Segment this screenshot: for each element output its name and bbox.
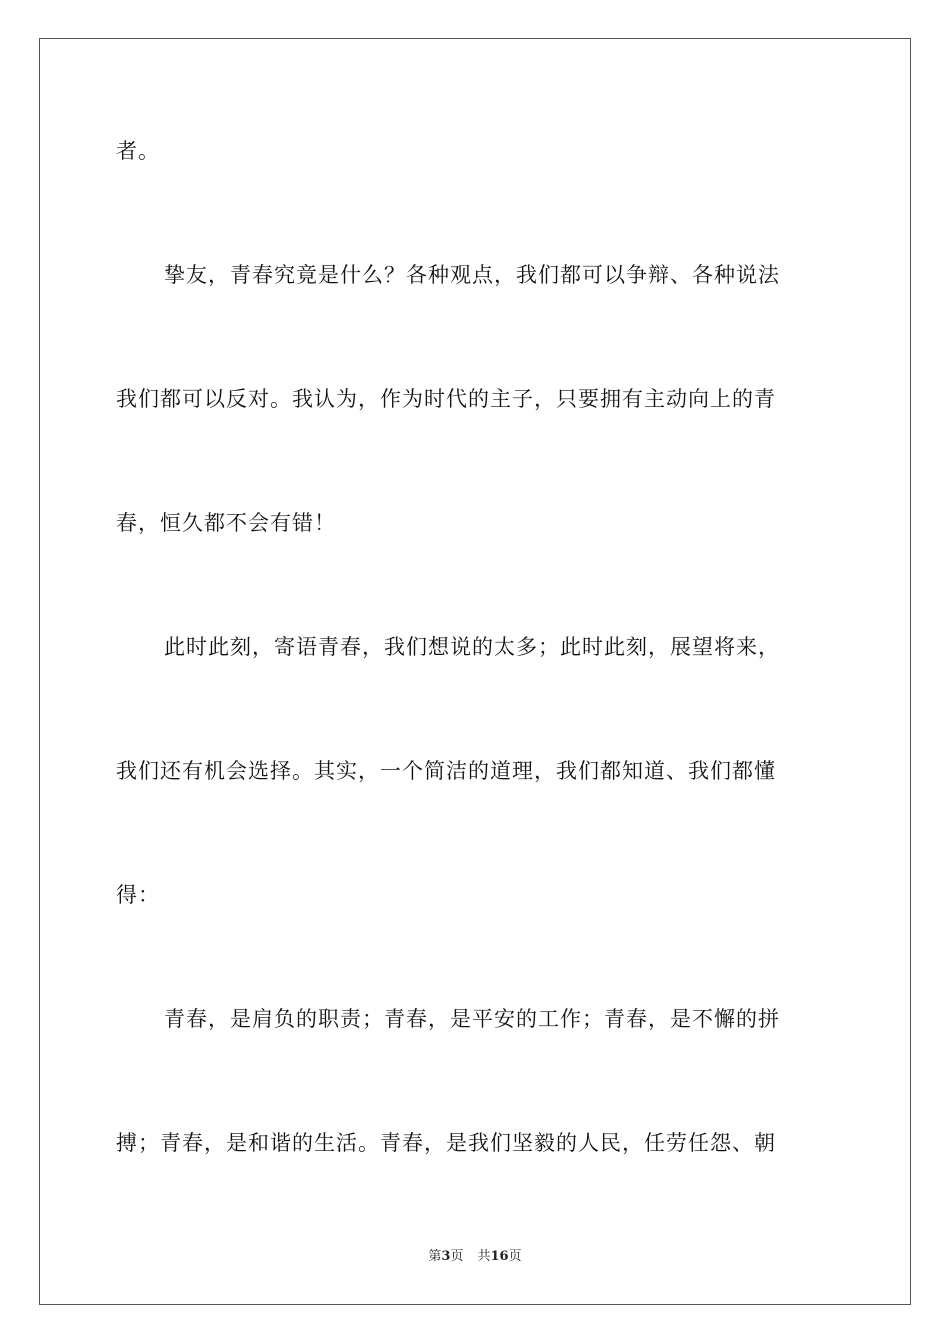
page-number: 3 — [441, 1249, 451, 1264]
paragraph-line: 挚友，青春究竟是什么？各种观点，我们都可以争辩、各种说法 — [164, 263, 780, 287]
paragraph-line: 者。 — [116, 139, 160, 163]
paragraph-line: 我们都可以反对。我认为，作为时代的主子，只要拥有主动向上的青 — [116, 387, 776, 411]
paragraph-line: 我们还有机会选择。其实，一个简洁的道理，我们都知道、我们都懂 — [116, 759, 776, 783]
paragraph-line: 此时此刻，寄语青春，我们想说的太多；此时此刻，展望将来， — [164, 635, 780, 659]
paragraph-line: 春，恒久都不会有错！ — [116, 511, 336, 535]
total-pages: 16 — [490, 1249, 509, 1264]
page-suffix: 页 — [450, 1249, 464, 1264]
total-suffix: 页 — [508, 1249, 522, 1264]
paragraph-line: 青春，是肩负的职责；青春，是平安的工作；青春，是不懈的拼 — [164, 1007, 780, 1031]
page-border — [39, 38, 911, 1305]
paragraph-line: 搏；青春，是和谐的生活。青春，是我们坚毅的人民，任劳任怨、朝 — [116, 1131, 776, 1155]
total-prefix: 共 — [477, 1249, 491, 1264]
paragraph-line: 得： — [116, 883, 160, 907]
page-footer — [0, 1248, 950, 1266]
page-prefix: 第 — [428, 1249, 442, 1264]
